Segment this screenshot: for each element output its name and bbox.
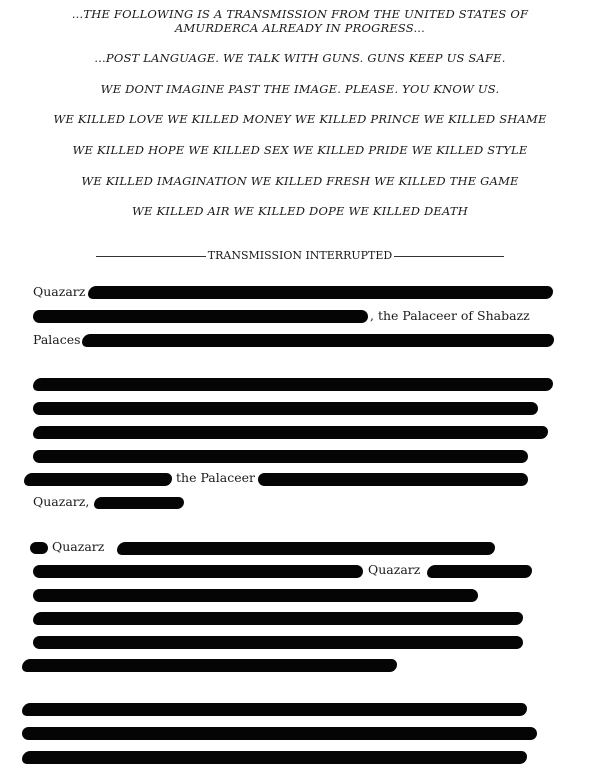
header-line-6: WE KILLED HOPE WE KILLED SEX WE KILLED PRIDE WE KILLED STYLE — [72, 143, 528, 157]
redaction-bar — [82, 334, 554, 347]
header-line-2: AMURDERCA ALREADY IN PROGRESS... — [174, 21, 426, 35]
redaction-bar — [33, 450, 528, 463]
redaction-bar — [33, 426, 548, 439]
text-fragment: Quazarz — [52, 539, 105, 554]
redaction-bar — [88, 286, 553, 299]
text-fragment: the Palaceer — [176, 470, 255, 485]
text-fragment: Palaces — [33, 332, 81, 347]
redaction-bar — [94, 497, 184, 509]
redaction-bar — [22, 727, 537, 740]
redaction-bar — [33, 378, 553, 391]
redaction-bar — [33, 565, 363, 578]
interrupt-label: TRANSMISSION INTERRUPTED — [207, 249, 393, 262]
text-fragment: Quazarz — [368, 562, 421, 577]
text-fragment: Quazarz — [33, 284, 86, 299]
redaction-bar — [24, 473, 172, 486]
redaction-bar — [117, 542, 495, 555]
header-line-5: WE KILLED LOVE WE KILLED MONEY WE KILLED PRINCE WE KILLED SHAME — [53, 112, 547, 126]
redaction-bar — [33, 612, 523, 625]
redaction-bar — [30, 542, 48, 554]
redaction-bar — [33, 402, 538, 415]
text-fragment: Quazarz, — [33, 494, 90, 509]
redaction-bar — [22, 659, 397, 672]
header-line-4: WE DONT IMAGINE PAST THE IMAGE. PLEASE. YOU KNOW US. — [100, 82, 500, 96]
redaction-bar — [33, 589, 478, 602]
redaction-bar — [258, 473, 528, 486]
header-line-8: WE KILLED AIR WE KILLED DOPE WE KILLED DEATH — [131, 204, 469, 218]
header-line-1: ...THE FOLLOWING IS A TRANSMISSION FROM THE UNITED STATES OF — [71, 7, 529, 21]
text-fragment: , the Palaceer of Shabazz — [370, 308, 530, 323]
divider-dash-right — [394, 256, 504, 257]
redaction-bar — [22, 751, 527, 764]
header-line-7: WE KILLED IMAGINATION WE KILLED FRESH WE KILLED THE GAME — [81, 174, 519, 188]
transmission-interrupted-divider — [0, 249, 600, 262]
redaction-bar — [33, 310, 368, 323]
redaction-bar — [22, 703, 527, 716]
redaction-bar — [33, 636, 523, 649]
redaction-bar — [427, 565, 532, 578]
divider-dash-left — [96, 256, 206, 257]
header-line-3: ...POST LANGUAGE. WE TALK WITH GUNS. GUNS KEEP US SAFE. — [94, 51, 506, 65]
